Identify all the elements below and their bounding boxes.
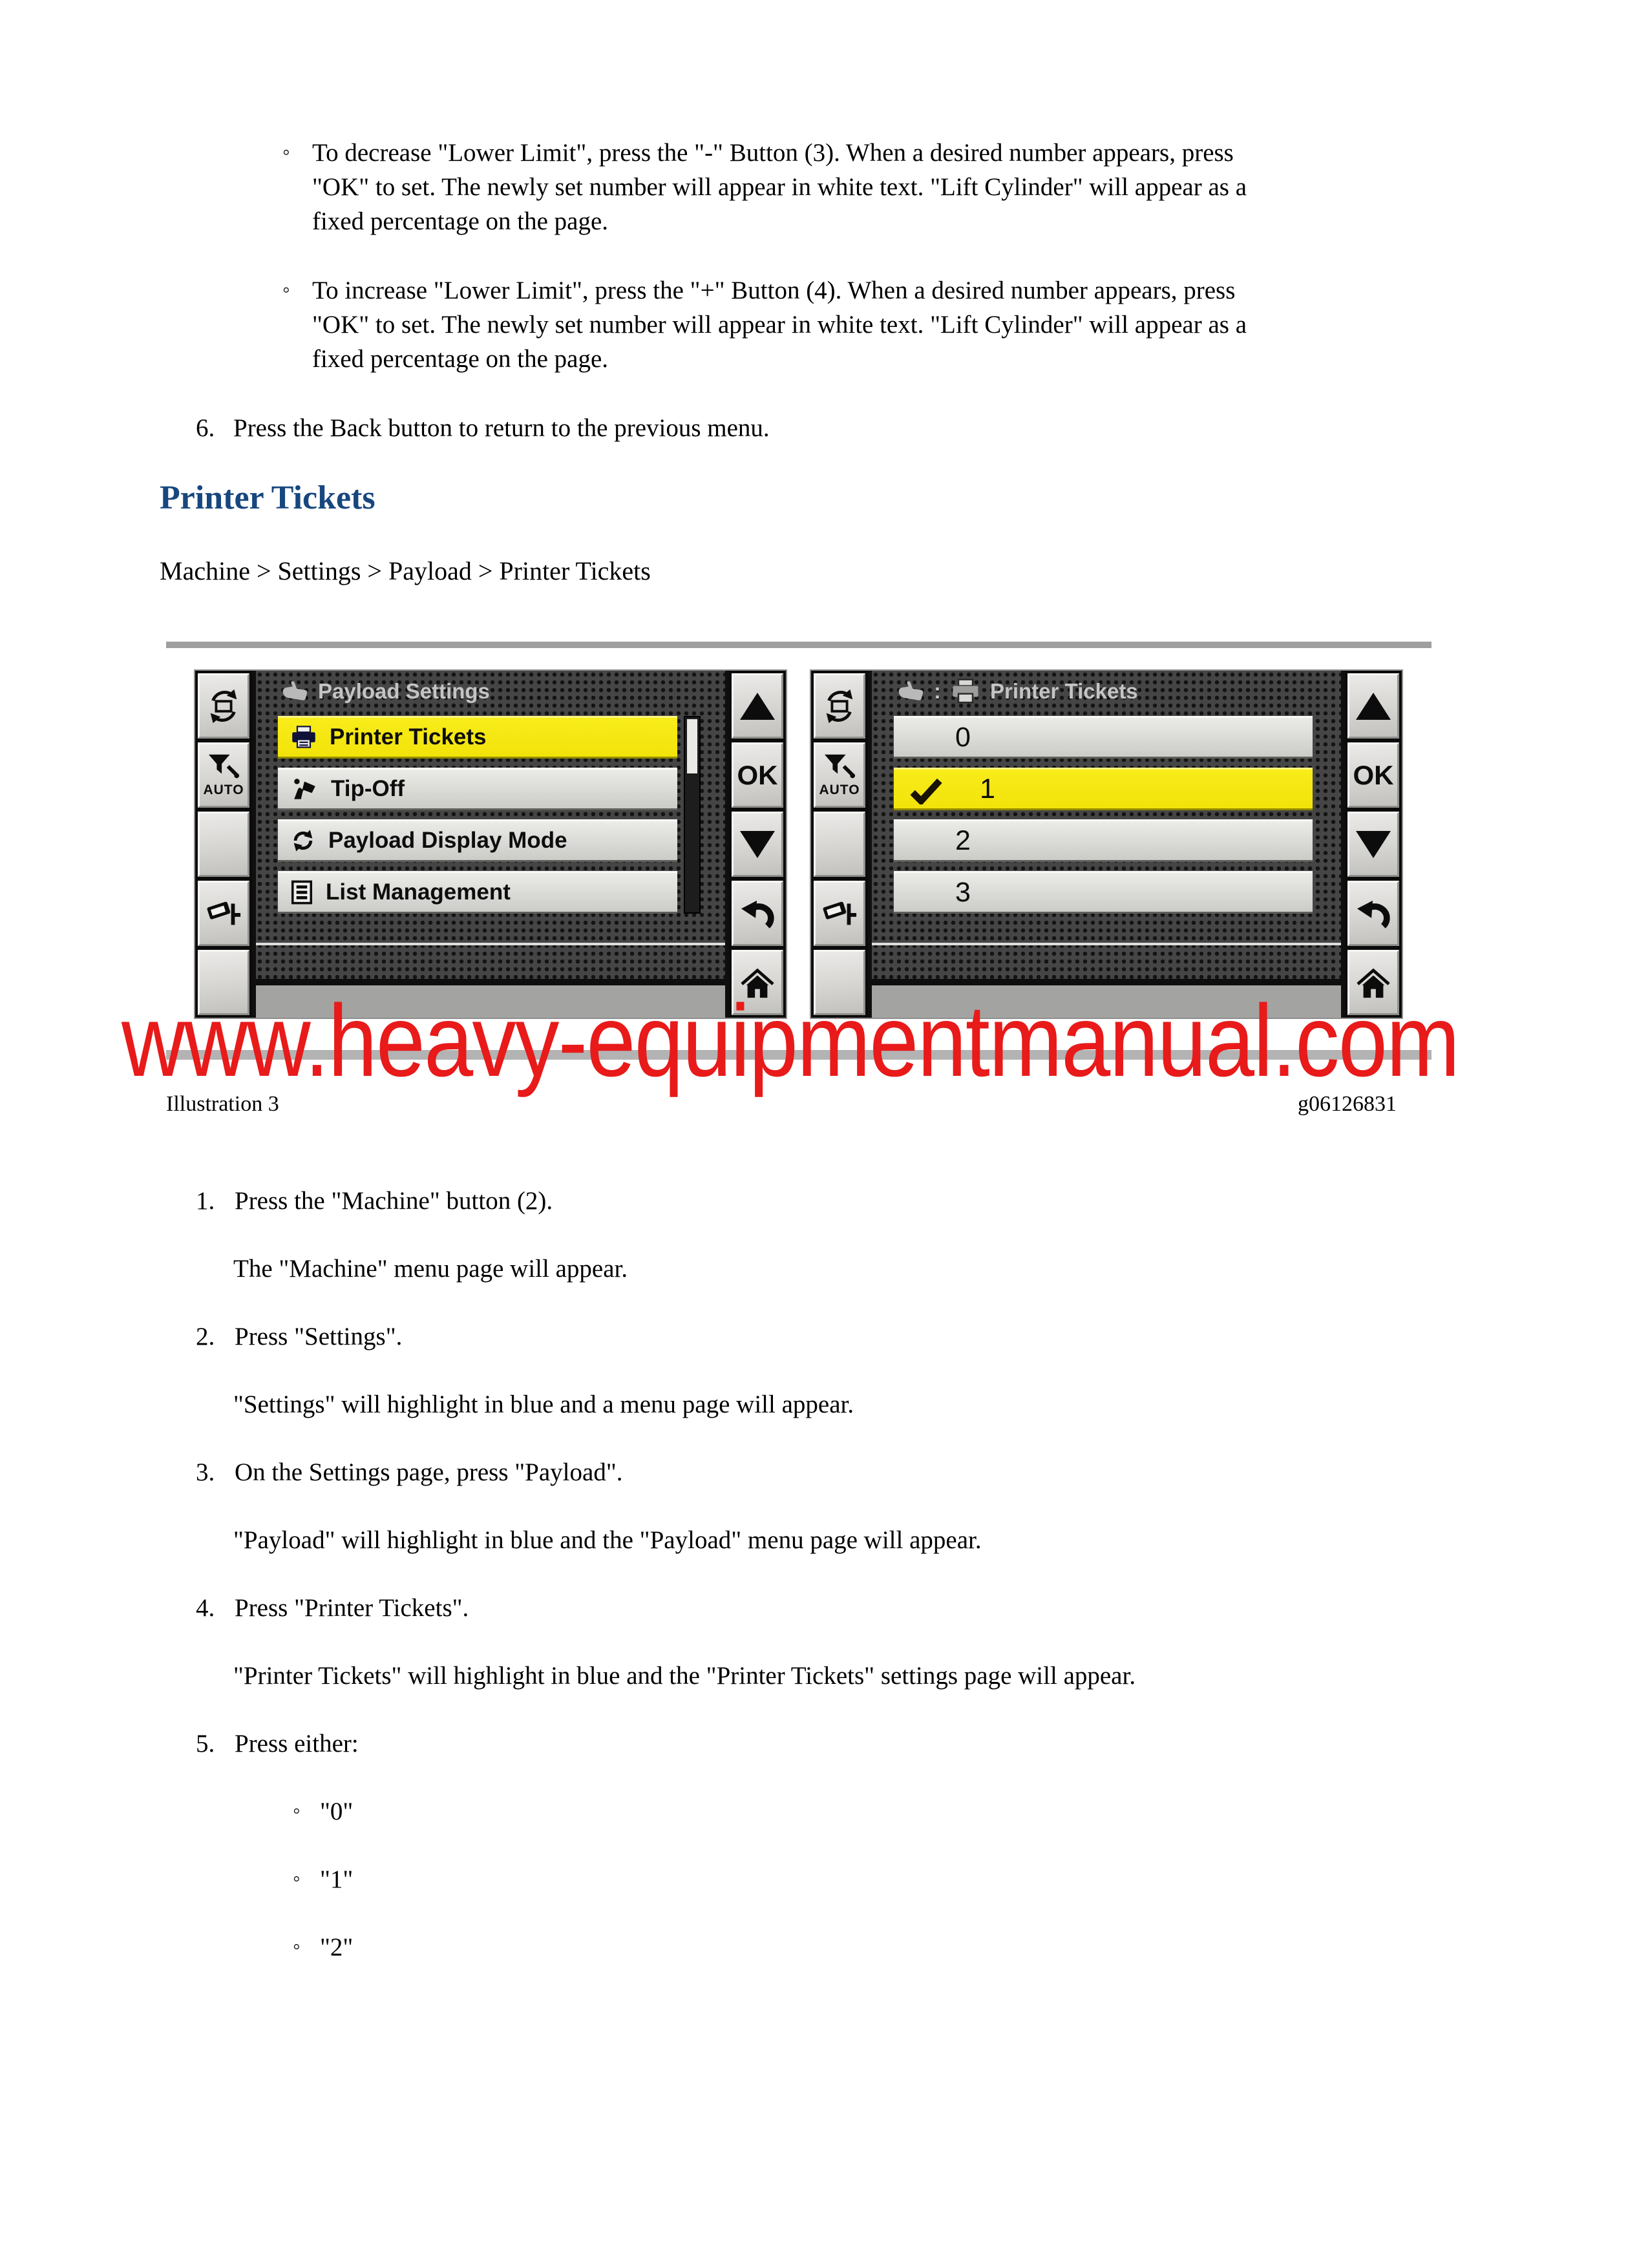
step-text: Press "Printer Tickets". — [235, 1594, 469, 1622]
left-key-column — [811, 671, 868, 1018]
menu-item-label: List Management — [326, 879, 511, 905]
menu-item-tip-off[interactable] — [278, 768, 677, 810]
check-icon — [909, 777, 943, 812]
menu-item-printer-tickets[interactable] — [278, 716, 677, 759]
back-arrow-icon — [1355, 898, 1391, 930]
step-item — [196, 411, 1648, 445]
display-switch-button[interactable] — [198, 673, 249, 739]
step-number: 6. — [196, 414, 215, 442]
step-text: Press the "Machine" button (2). — [235, 1187, 553, 1215]
display-screenshot-printer-tickets — [810, 669, 1403, 1019]
step-text: Press either: — [235, 1730, 359, 1758]
breadcrumb: Machine > Settings > Payload > Printer Tickets — [160, 556, 651, 585]
step-result: "Printer Tickets" will highlight in blue and the "Printer Tickets" settings page will appear. — [233, 1662, 1136, 1690]
work-light-button[interactable] — [814, 881, 865, 946]
option-3[interactable] — [894, 871, 1313, 914]
step-number: 4. — [196, 1594, 215, 1622]
screen-header — [872, 671, 1341, 712]
display-screen — [868, 671, 1345, 1018]
step-number: 1. — [196, 1187, 215, 1215]
funnel-icon — [823, 752, 856, 781]
menu-item-list-management[interactable] — [278, 871, 677, 914]
step-result: The "Machine" menu page will appear. — [233, 1255, 628, 1283]
step-result: "Settings" will highlight in blue and a menu page will appear. — [233, 1391, 854, 1418]
list-management-icon — [291, 880, 313, 905]
screen-divider-line — [256, 943, 725, 945]
screenshot-pair — [194, 669, 1403, 1019]
bullet-marker: ◦ — [293, 1867, 301, 1891]
step-number: 2. — [196, 1323, 215, 1350]
header-separator: : — [934, 679, 941, 703]
back-button[interactable] — [1347, 881, 1399, 946]
up-arrow-icon — [1355, 691, 1392, 721]
option-label: 0 — [955, 721, 971, 753]
ok-button-label: OK — [737, 759, 778, 790]
right-key-column — [729, 671, 786, 1018]
screen-header — [256, 671, 725, 712]
payload-display-mode-icon — [291, 828, 315, 853]
option-text: "1" — [320, 1865, 354, 1893]
display-switch-icon — [821, 688, 858, 724]
option-label: 1 — [980, 773, 995, 804]
back-arrow-icon — [739, 898, 776, 930]
spare-button[interactable] — [814, 812, 865, 877]
option-2[interactable] — [894, 819, 1313, 862]
ok-button[interactable] — [1347, 742, 1399, 808]
display-screenshot-payload-settings — [194, 669, 787, 1019]
step-text: Press the Back button to return to the previous menu. — [233, 414, 770, 442]
menu-item-label: Payload Display Mode — [328, 828, 567, 853]
bullet-marker: ◦ — [293, 1935, 301, 1958]
display-screen — [252, 671, 729, 1018]
page-title: Printer Tickets — [160, 479, 375, 516]
ok-button-label: OK — [1353, 759, 1394, 790]
display-switch-button[interactable] — [814, 673, 865, 739]
step-result: "Payload" will highlight in blue and the "Payload" menu page will appear. — [233, 1526, 982, 1554]
auto-button-label: AUTO — [203, 782, 244, 797]
bullet-marker: ◦ — [282, 141, 290, 164]
down-arrow-icon — [739, 830, 776, 859]
menu-item-label: Tip-Off — [331, 776, 405, 801]
screen-title: Printer Tickets — [990, 679, 1138, 703]
bullet-marker: ◦ — [282, 278, 290, 302]
auto-button-label: AUTO — [819, 782, 860, 797]
auto-button[interactable] — [198, 742, 249, 808]
up-button[interactable] — [732, 673, 783, 739]
ok-button[interactable] — [732, 742, 783, 808]
printer-icon — [291, 726, 317, 749]
option-bullet — [293, 1930, 1648, 1964]
display-switch-icon — [206, 688, 242, 724]
watermark: www.heavy-equipmentmanual.com — [121, 984, 1459, 1098]
right-key-column — [1345, 671, 1402, 1018]
step-item — [196, 1184, 1648, 1218]
option-label: 3 — [955, 876, 971, 908]
bullet-text: To decrease "Lower Limit", press the "-" Button (3). When a desired number appears, press "OK" to set. The newly set number will appear in white text. "Lift Cylinder" will appear as a fixed percentage on the page. — [312, 139, 1247, 235]
option-text: "2" — [320, 1933, 354, 1961]
step-item — [196, 1591, 1648, 1625]
menu-list — [256, 712, 725, 923]
illustration-caption: Illustration 3 — [166, 1092, 279, 1116]
down-button[interactable] — [732, 812, 783, 877]
menu-item-label: Printer Tickets — [330, 724, 487, 750]
illustration-id: g06126831 — [1298, 1092, 1397, 1116]
option-1[interactable] — [894, 768, 1313, 810]
steps-list — [0, 1184, 1648, 1964]
scrollbar[interactable] — [684, 716, 701, 914]
hand-press-icon — [896, 681, 924, 702]
spare-button[interactable] — [198, 812, 249, 877]
section-divider — [166, 642, 1431, 648]
step-text: Press "Settings". — [235, 1323, 403, 1350]
step-number: 3. — [196, 1458, 215, 1486]
hand-press-icon — [280, 681, 308, 702]
instruction-bullet — [282, 273, 1439, 376]
bullet-marker: ◦ — [293, 1800, 301, 1823]
screen-divider-line — [872, 943, 1341, 945]
step-item — [196, 1455, 1648, 1489]
tip-off-icon — [291, 777, 318, 801]
step-number: 5. — [196, 1730, 215, 1758]
option-0[interactable] — [894, 716, 1313, 759]
bullet-text: To increase "Lower Limit", press the "+" Button (4). When a desired number appears, press "OK" to set. The newly set number will appear in white text. "Lift Cylinder" will appear as a fixed percentage on the page. — [312, 277, 1247, 373]
scrollbar-thumb[interactable] — [687, 719, 697, 773]
down-arrow-icon — [1355, 830, 1392, 859]
back-button[interactable] — [732, 881, 783, 946]
auto-button[interactable] — [814, 742, 865, 808]
menu-item-payload-display-mode[interactable] — [278, 819, 677, 862]
step-text: On the Settings page, press "Payload". — [235, 1458, 623, 1486]
options-list — [872, 712, 1341, 923]
down-button[interactable] — [1347, 812, 1399, 877]
work-light-icon — [206, 898, 242, 929]
option-bullet — [293, 1794, 1648, 1829]
instruction-bullet — [282, 136, 1439, 238]
step-item — [196, 1727, 1648, 1761]
up-arrow-icon — [739, 691, 776, 721]
option-bullet — [293, 1862, 1648, 1896]
up-button[interactable] — [1347, 673, 1399, 739]
screen-title: Payload Settings — [318, 679, 490, 703]
funnel-icon — [207, 752, 240, 781]
work-light-button[interactable] — [198, 881, 249, 946]
step-item — [196, 1319, 1648, 1354]
left-key-column — [195, 671, 252, 1018]
option-text: "0" — [320, 1798, 354, 1825]
work-light-icon — [821, 898, 858, 929]
illustration-figure — [0, 642, 1648, 1147]
printer-icon — [951, 678, 980, 704]
option-label: 2 — [955, 824, 971, 856]
